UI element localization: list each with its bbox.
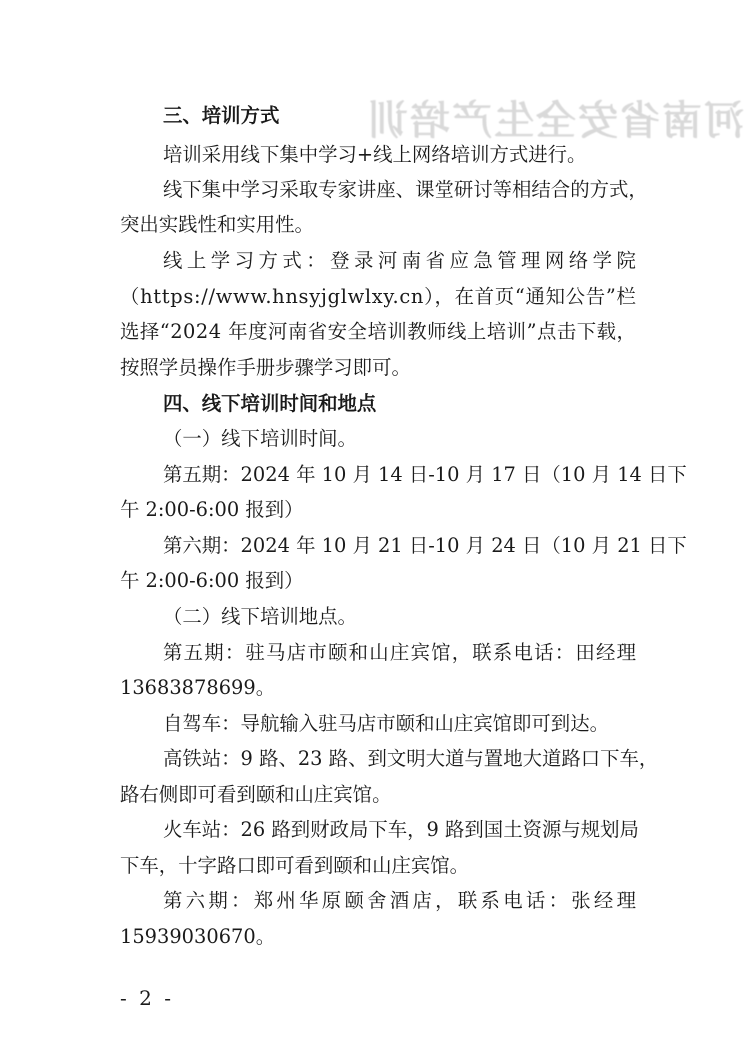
paragraph-line: 选择“2024 年度河南省安全培训教师线上培训”点击下载， bbox=[120, 320, 637, 343]
sub-heading: （二）线下培训地点。 bbox=[163, 605, 357, 628]
paragraph-line: （https://www.hnsyjglwlxy.cn），在首页“通知公告”栏 bbox=[120, 285, 637, 308]
section-heading-4: 四、线下培训时间和地点 bbox=[163, 392, 377, 415]
paragraph-line: 培训采用线下集中学习+线上网络培训方式进行。 bbox=[163, 143, 587, 166]
paragraph-line: 第六期：郑州华原颐舍酒店，联系电话：张经理 bbox=[163, 889, 640, 912]
paragraph-line: 路右侧即可看到颐和山庄宾馆。 bbox=[120, 783, 392, 806]
paragraph-line: 下车，十字路口即可看到颐和山庄宾馆。 bbox=[120, 854, 470, 877]
paragraph-line: 火车站：26 路到财政局下车，9 路到国土资源与规划局 bbox=[163, 818, 639, 841]
section-heading-3: 三、培训方式 bbox=[163, 104, 280, 127]
paragraph-line: 自驾车：导航输入驻马店市颐和山庄宾馆即可到达。 bbox=[163, 712, 609, 735]
paragraph-line: 第五期：驻马店市颐和山庄宾馆，联系电话：田经理 bbox=[163, 641, 638, 664]
paragraph-line: 线上学习方式：登录河南省应急管理网络学院 bbox=[163, 249, 641, 272]
paragraph-line: 高铁站：9 路、23 路、到文明大道与置地大道路口下车， bbox=[163, 747, 659, 770]
paragraph-line: 13683878699。 bbox=[120, 676, 276, 699]
page-number: - 2 - bbox=[120, 986, 174, 1010]
paragraph-line: 午 2:00-6:00 报到） bbox=[120, 498, 304, 521]
paragraph-line: 线下集中学习采取专家讲座、课堂研讨等相结合的方式， bbox=[163, 178, 648, 201]
bleed-through-heading: 河南省安全生产培训 bbox=[366, 97, 744, 144]
paragraph-line: 第五期：2024 年 10 月 14 日-10 月 17 日（10 月 14 日下 bbox=[163, 463, 687, 486]
paragraph-line: 按照学员操作手册步骤学习即可。 bbox=[120, 356, 411, 379]
paragraph-line: 突出实践性和实用性。 bbox=[120, 213, 314, 236]
paragraph-line: 15939030670。 bbox=[120, 925, 276, 948]
paragraph-line: 午 2:00-6:00 报到） bbox=[120, 569, 304, 592]
bleed-through-text bbox=[366, 96, 744, 146]
sub-heading: （一）线下培训时间。 bbox=[163, 427, 357, 450]
paragraph-line: 第六期：2024 年 10 月 21 日-10 月 24 日（10 月 21 日下 bbox=[163, 534, 687, 557]
